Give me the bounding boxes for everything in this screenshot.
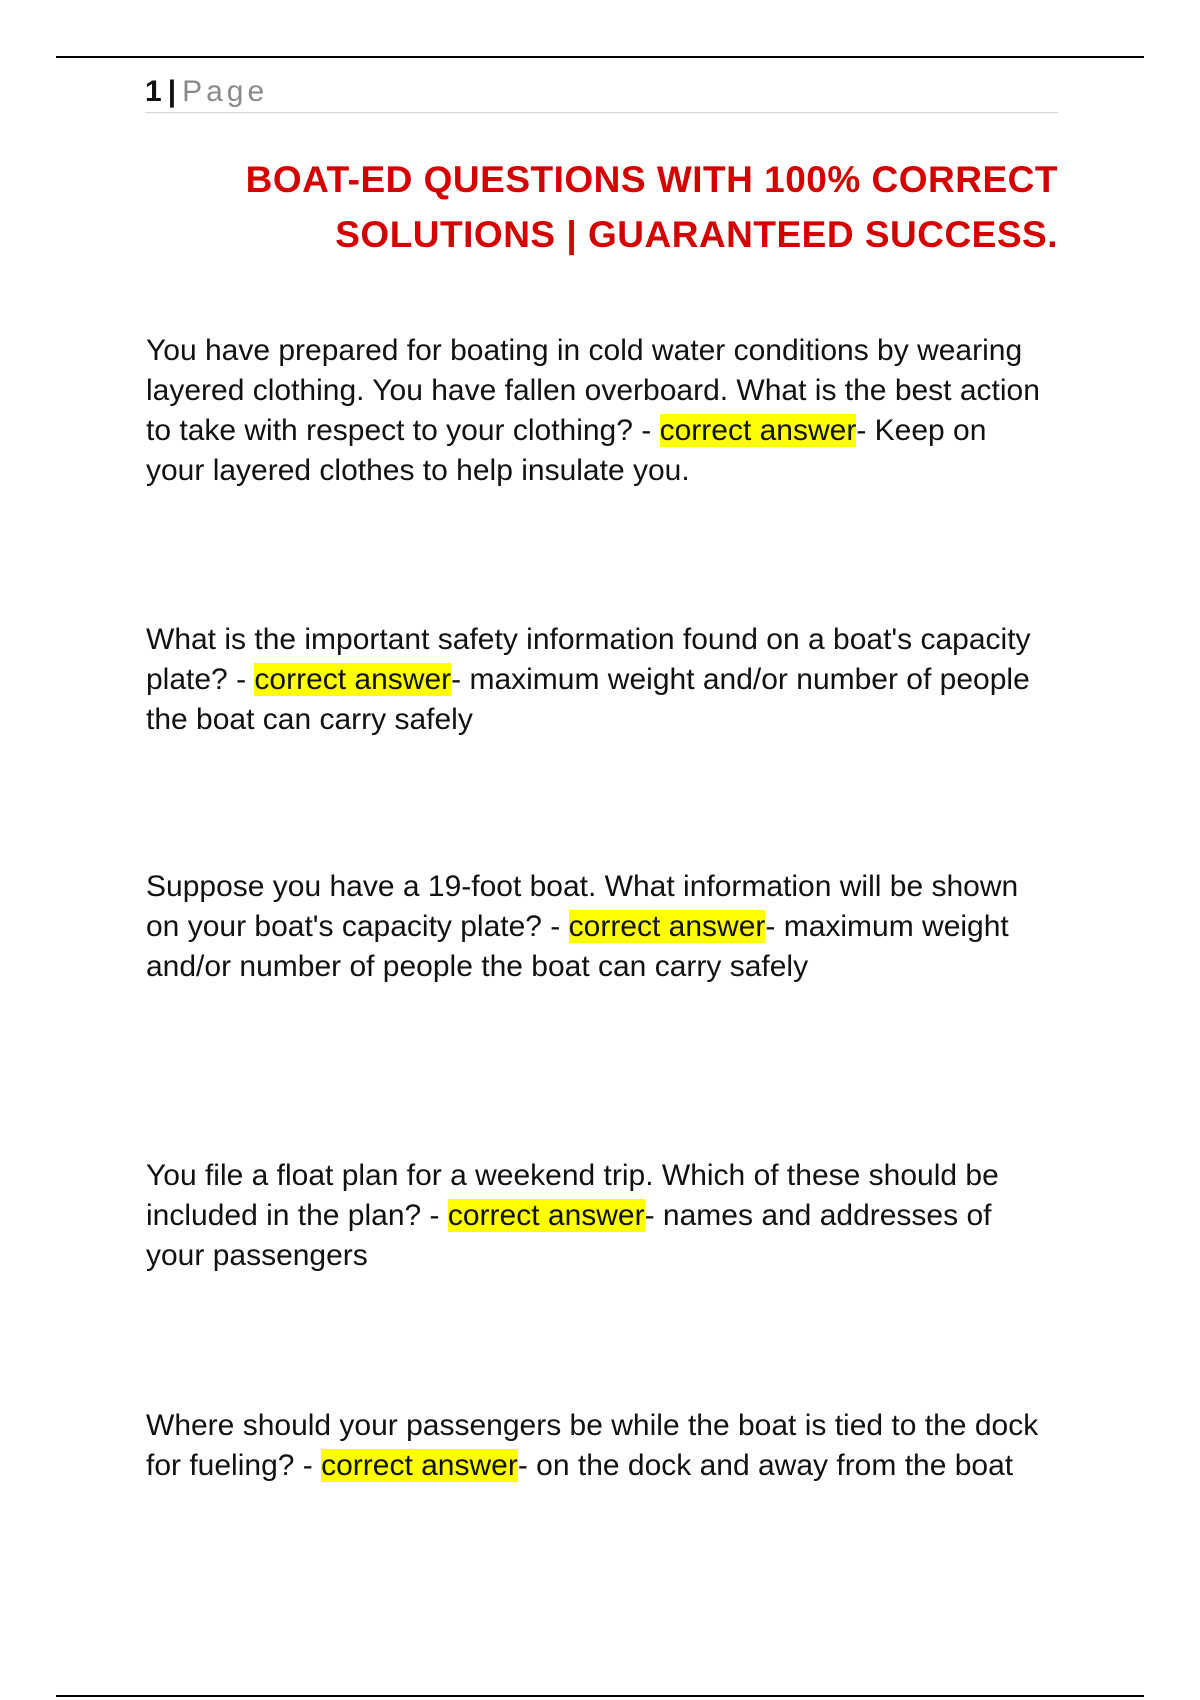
answer-text: - names and addresses of your passengers: [146, 1199, 992, 1272]
top-page-rule: [56, 56, 1144, 58]
answer-text: - on the dock and away from the boat: [517, 1449, 1014, 1482]
answer-text: - maximum weight and/or number of people the boat can carry safely: [146, 663, 1030, 736]
qa-item: [146, 1406, 1046, 1486]
page-header: [145, 72, 1058, 113]
question-text: What is the important safety information found on a boat's capacity plate? -: [146, 623, 1031, 696]
question-text: You have prepared for boating in cold water conditions by wearing layered clothing. You have fallen overboard. What is the best action to take with respect to your clothing? -: [146, 334, 1040, 447]
question-text: Where should your passengers be while the boat is tied to the dock for fueling? -: [146, 1409, 1039, 1482]
page-number: 1: [145, 75, 162, 108]
correct-answer-highlight: correct answer: [321, 1449, 518, 1482]
question-text: You file a float plan for a weekend trip. Which of these should be included in the plan? -: [146, 1159, 999, 1232]
document-title: [140, 152, 1058, 262]
title-line-2: SOLUTIONS | GUARANTEED SUCCESS.: [335, 214, 1058, 255]
correct-answer-highlight: correct answer: [659, 414, 857, 447]
qa-item: [146, 331, 1046, 491]
page-label: Page: [182, 75, 269, 108]
correct-answer-highlight: correct answer: [568, 910, 766, 943]
bottom-page-rule: [56, 1695, 1144, 1697]
answer-text: - maximum weight and/or number of people the boat can carry safely: [146, 910, 1009, 983]
title-line-1: BOAT-ED QUESTIONS WITH 100% CORRECT: [245, 159, 1058, 200]
correct-answer-highlight: correct answer: [447, 1199, 645, 1232]
qa-item: [146, 867, 1046, 987]
page-separator: |: [167, 75, 177, 108]
answer-text: - Keep on your layered clothes to help insulate you.: [146, 414, 987, 487]
qa-item: [146, 620, 1046, 740]
question-text: Suppose you have a 19-foot boat. What information will be shown on your boat's capacity plate? -: [146, 870, 1019, 943]
correct-answer-highlight: correct answer: [254, 663, 452, 696]
qa-item: [146, 1156, 1046, 1276]
